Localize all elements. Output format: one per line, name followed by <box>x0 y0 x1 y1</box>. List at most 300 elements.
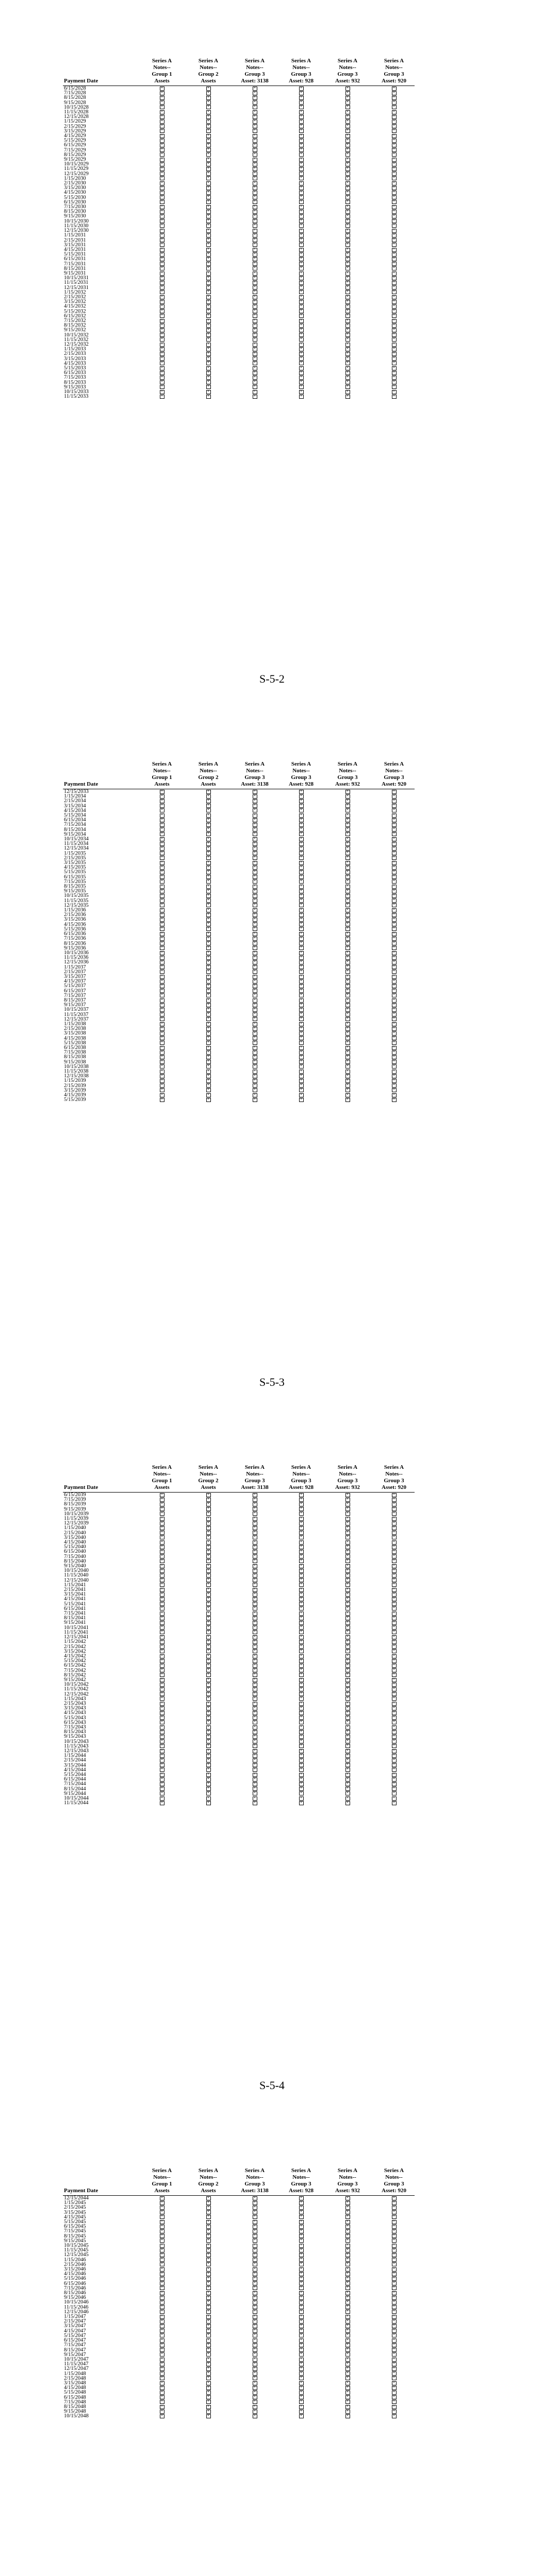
amount-cell <box>281 357 322 361</box>
amount-cell <box>373 95 415 100</box>
placeholder-box-icon: * <box>299 1801 304 1805</box>
amount-cell <box>141 162 183 166</box>
placeholder-box-icon: * <box>392 2239 397 2243</box>
column-gap <box>368 271 373 276</box>
table-row <box>63 1587 415 1592</box>
placeholder-box-icon: * <box>299 1678 304 1682</box>
placeholder-box-icon: * <box>160 1041 164 1045</box>
placeholder-box-icon: * <box>345 281 350 285</box>
amount-cell <box>234 1597 275 1601</box>
payment-date-cell: 4/15/2034 <box>64 807 86 814</box>
table-row <box>63 2205 415 2210</box>
amount-cell <box>188 1093 229 1097</box>
amount-cell <box>373 1554 415 1559</box>
placeholder-box-icon: * <box>392 1507 397 1511</box>
column-gap <box>275 2243 281 2248</box>
table-row <box>63 1497 415 1502</box>
amount-cell <box>141 1630 183 1635</box>
amount-cell <box>281 856 322 860</box>
column-gap <box>275 342 281 347</box>
table-row <box>63 133 415 138</box>
amount-cell <box>141 252 183 257</box>
amount-cell <box>188 2385 229 2390</box>
amount-cell <box>373 856 415 860</box>
amount-cell <box>234 342 275 347</box>
column-gap <box>322 2366 327 2371</box>
column-gap <box>183 2229 188 2233</box>
amount-cell <box>281 200 322 205</box>
placeholder-box-icon: * <box>392 827 397 832</box>
placeholder-box-icon: * <box>345 2400 350 2404</box>
amount-cell <box>234 2200 275 2205</box>
amount-cell <box>373 176 415 181</box>
amount-cell <box>327 841 368 846</box>
amount-cell <box>373 1716 415 1720</box>
column-gap <box>229 252 234 257</box>
column-gap <box>322 252 327 257</box>
placeholder-box-icon: * <box>206 347 211 351</box>
placeholder-box-icon: * <box>299 2220 304 2224</box>
amount-cell <box>327 2348 368 2352</box>
placeholder-box-icon: * <box>160 2315 164 2319</box>
placeholder-box-icon: * <box>206 2234 211 2238</box>
placeholder-box-icon: * <box>392 861 397 865</box>
placeholder-box-icon: * <box>206 804 211 808</box>
column-gap <box>322 2276 327 2281</box>
series-column-header <box>281 1464 322 1493</box>
column-gap <box>183 200 188 205</box>
payment-date-cell: 9/15/2033 <box>64 384 86 390</box>
amount-cell <box>373 2324 415 2328</box>
column-gap <box>275 984 281 988</box>
placeholder-box-icon: * <box>253 371 257 375</box>
column-header-line: Series A <box>244 1464 265 1470</box>
amount-cell <box>234 2196 275 2201</box>
amount-cell <box>327 1692 368 1697</box>
amount-cell <box>234 1692 275 1697</box>
column-gap <box>183 1687 188 1691</box>
payment-date-cell: 9/15/2048 <box>64 2409 86 2415</box>
column-gap <box>183 1064 188 1069</box>
table-row <box>63 2200 415 2205</box>
amount-cell <box>327 1716 368 1720</box>
table-row <box>63 931 415 936</box>
placeholder-box-icon: * <box>160 2225 164 2229</box>
table-row <box>63 2409 415 2414</box>
column-header-line: Notes-- <box>246 64 263 71</box>
placeholder-box-icon: * <box>392 337 397 342</box>
placeholder-box-icon: * <box>206 1697 211 1701</box>
placeholder-box-icon: * <box>392 1060 397 1064</box>
column-gap <box>322 2385 327 2390</box>
amount-cell <box>234 238 275 243</box>
amount-cell <box>327 960 368 964</box>
placeholder-box-icon: * <box>253 818 257 822</box>
amount-cell <box>234 205 275 209</box>
amount-cell <box>234 832 275 837</box>
placeholder-box-icon: * <box>253 167 257 171</box>
placeholder-box-icon: * <box>392 224 397 228</box>
placeholder-box-icon: * <box>206 1763 211 1767</box>
amount-cell <box>141 1725 183 1730</box>
column-gap <box>322 1074 327 1078</box>
column-gap <box>368 2362 373 2366</box>
placeholder-box-icon: * <box>206 1578 211 1582</box>
column-gap <box>368 328 373 332</box>
amount-cell <box>188 238 229 243</box>
amount-cell <box>188 100 229 105</box>
amount-cell <box>373 185 415 190</box>
amount-cell <box>234 2324 275 2328</box>
column-gap <box>183 1801 188 1805</box>
placeholder-box-icon: * <box>392 927 397 931</box>
placeholder-box-icon: * <box>160 100 164 105</box>
column-gap <box>229 837 234 841</box>
column-gap <box>183 1531 188 1535</box>
placeholder-box-icon: * <box>253 885 257 889</box>
column-gap <box>368 818 373 822</box>
column-gap <box>322 247 327 252</box>
column-header-line: Notes-- <box>339 2174 356 2180</box>
amount-cell <box>141 276 183 280</box>
amount-cell <box>234 2319 275 2324</box>
placeholder-box-icon: * <box>299 1730 304 1734</box>
column-gap <box>322 1549 327 1554</box>
placeholder-box-icon: * <box>160 899 164 903</box>
amount-cell <box>281 1749 322 1753</box>
column-gap <box>229 342 234 347</box>
column-gap <box>368 380 373 385</box>
placeholder-box-icon: * <box>345 790 350 794</box>
column-gap <box>368 1026 373 1031</box>
placeholder-box-icon: * <box>299 1060 304 1064</box>
placeholder-box-icon: * <box>160 1055 164 1059</box>
placeholder-box-icon: * <box>392 162 397 166</box>
amount-cell <box>188 2291 229 2295</box>
amount-cell <box>234 1687 275 1691</box>
placeholder-box-icon: * <box>299 1612 304 1616</box>
amount-cell <box>281 827 322 832</box>
column-gap <box>368 2338 373 2343</box>
column-gap <box>183 936 188 941</box>
column-gap <box>322 2319 327 2324</box>
amount-cell <box>281 2390 322 2395</box>
amount-cell <box>234 1725 275 1730</box>
table-row <box>63 827 415 832</box>
column-gap <box>368 181 373 185</box>
placeholder-box-icon: * <box>253 229 257 233</box>
amount-cell <box>188 1050 229 1055</box>
placeholder-box-icon: * <box>345 272 350 276</box>
placeholder-box-icon: * <box>392 158 397 162</box>
placeholder-box-icon: * <box>299 357 304 361</box>
amount-cell <box>141 1031 183 1036</box>
amount-cell <box>327 970 368 974</box>
column-gap <box>275 1045 281 1050</box>
placeholder-box-icon: * <box>160 875 164 879</box>
table-row <box>63 1031 415 1036</box>
amount-cell <box>141 1791 183 1796</box>
placeholder-box-icon: * <box>392 1739 397 1743</box>
amount-cell <box>281 243 322 247</box>
placeholder-box-icon: * <box>160 879 164 884</box>
placeholder-box-icon: * <box>253 1027 257 1031</box>
amount-cell <box>234 813 275 818</box>
placeholder-box-icon: * <box>206 1055 211 1059</box>
amount-cell <box>373 2243 415 2248</box>
placeholder-box-icon: * <box>160 1654 164 1658</box>
placeholder-box-icon: * <box>345 2414 350 2418</box>
placeholder-box-icon: * <box>345 1692 350 1696</box>
column-gap <box>183 1597 188 1601</box>
placeholder-box-icon: * <box>299 2400 304 2404</box>
column-gap <box>275 789 281 794</box>
amount-cell <box>373 276 415 280</box>
column-gap <box>183 2324 188 2328</box>
amount-cell <box>188 271 229 276</box>
placeholder-box-icon: * <box>253 1578 257 1582</box>
column-gap <box>229 1022 234 1026</box>
placeholder-box-icon: * <box>253 96 257 100</box>
payment-date-cell: 1/15/2046 <box>64 2257 86 2263</box>
column-gap <box>368 1611 373 1616</box>
column-gap <box>183 1564 188 1568</box>
placeholder-box-icon: * <box>160 1612 164 1616</box>
placeholder-box-icon: * <box>392 2296 397 2300</box>
column-gap <box>275 1012 281 1017</box>
amount-cell <box>281 799 322 803</box>
column-gap <box>183 157 188 162</box>
payment-date-cell: 10/15/2030 <box>64 218 89 224</box>
amount-cell <box>188 1635 229 1639</box>
column-gap <box>229 224 234 228</box>
amount-cell <box>327 1706 368 1710</box>
placeholder-box-icon: * <box>253 1602 257 1606</box>
table-row <box>63 257 415 261</box>
amount-cell <box>373 1516 415 1521</box>
column-header-line: Assets <box>201 2188 216 2194</box>
column-gap <box>368 280 373 285</box>
column-gap <box>183 2205 188 2210</box>
placeholder-box-icon: * <box>206 1735 211 1739</box>
amount-cell <box>188 224 229 228</box>
placeholder-box-icon: * <box>345 219 350 223</box>
amount-cell <box>234 1017 275 1022</box>
placeholder-box-icon: * <box>206 1645 211 1649</box>
amount-cell <box>281 2409 322 2414</box>
placeholder-box-icon: * <box>206 1678 211 1682</box>
amount-cell <box>281 309 322 314</box>
placeholder-box-icon: * <box>253 913 257 917</box>
placeholder-box-icon: * <box>299 2253 304 2257</box>
amount-cell <box>373 1031 415 1036</box>
amount-cell <box>188 1668 229 1673</box>
placeholder-box-icon: * <box>253 808 257 812</box>
amount-cell <box>327 917 368 922</box>
amount-cell <box>373 375 415 380</box>
column-header-line: Series A <box>384 2167 404 2174</box>
column-gap <box>275 1744 281 1749</box>
amount-cell <box>188 2295 229 2300</box>
amount-cell <box>234 2395 275 2400</box>
placeholder-box-icon: * <box>206 1749 211 1753</box>
column-gap <box>368 2319 373 2324</box>
amount-cell <box>234 908 275 912</box>
column-gap <box>322 2300 327 2304</box>
column-gap <box>229 214 234 218</box>
placeholder-box-icon: * <box>206 124 211 128</box>
column-gap <box>322 2338 327 2343</box>
amount-cell <box>373 1796 415 1801</box>
table-row <box>63 856 415 860</box>
column-gap <box>275 285 281 290</box>
placeholder-box-icon: * <box>345 1098 350 1102</box>
amount-cell <box>234 1734 275 1739</box>
column-gap <box>322 162 327 166</box>
amount-cell <box>327 176 368 181</box>
placeholder-box-icon: * <box>206 842 211 846</box>
column-gap <box>275 903 281 908</box>
payment-date-cell: 5/15/2045 <box>64 2219 86 2225</box>
amount-cell <box>141 1730 183 1734</box>
placeholder-box-icon: * <box>392 2201 397 2205</box>
amount-cell <box>327 214 368 218</box>
column-gap <box>368 337 373 342</box>
column-gap <box>229 124 234 129</box>
amount-cell <box>327 818 368 822</box>
column-gap <box>183 1692 188 1697</box>
placeholder-box-icon: * <box>206 1060 211 1064</box>
column-gap <box>229 879 234 884</box>
amount-cell <box>327 1022 368 1026</box>
table-row <box>63 1003 415 1007</box>
column-gap <box>183 2252 188 2257</box>
payment-date-cell: 8/15/2028 <box>64 95 86 101</box>
column-header-line: Group 3 <box>291 2181 311 2187</box>
column-gap <box>183 1573 188 1578</box>
column-gap <box>229 2362 234 2366</box>
amount-cell <box>327 224 368 228</box>
placeholder-box-icon: * <box>392 1640 397 1644</box>
placeholder-box-icon: * <box>253 2206 257 2210</box>
column-gap <box>229 936 234 941</box>
column-gap <box>275 148 281 152</box>
amount-cell <box>234 2404 275 2409</box>
amount-cell <box>188 162 229 166</box>
column-gap <box>368 318 373 323</box>
amount-cell <box>188 794 229 799</box>
column-gap <box>183 2390 188 2395</box>
column-gap <box>322 1673 327 1677</box>
placeholder-box-icon: * <box>253 1763 257 1767</box>
placeholder-box-icon: * <box>345 1498 350 1502</box>
series-column-header <box>373 1464 415 1493</box>
placeholder-box-icon: * <box>206 2371 211 2376</box>
column-gap <box>229 2300 234 2304</box>
amount-cell <box>281 2272 322 2276</box>
amount-cell <box>234 243 275 247</box>
amount-cell <box>234 875 275 879</box>
placeholder-box-icon: * <box>392 385 397 389</box>
column-gap <box>368 1796 373 1801</box>
placeholder-box-icon: * <box>299 1540 304 1545</box>
amount-cell <box>373 1758 415 1762</box>
column-gap <box>275 366 281 370</box>
column-gap <box>229 2414 234 2418</box>
column-gap <box>322 2395 327 2400</box>
amount-cell <box>234 1645 275 1649</box>
amount-cell <box>141 1493 183 1498</box>
table-row <box>63 1734 415 1739</box>
placeholder-box-icon: * <box>345 1702 350 1706</box>
table-row <box>63 1730 415 1734</box>
column-gap <box>322 794 327 799</box>
placeholder-box-icon: * <box>160 1588 164 1592</box>
column-gap <box>368 233 373 238</box>
placeholder-box-icon: * <box>253 1683 257 1687</box>
placeholder-box-icon: * <box>206 2277 211 2281</box>
placeholder-box-icon: * <box>253 2258 257 2262</box>
column-gap <box>229 822 234 827</box>
placeholder-box-icon: * <box>160 975 164 979</box>
amount-cell <box>141 822 183 827</box>
header-row <box>63 1464 415 1493</box>
amount-cell <box>373 1535 415 1540</box>
amount-cell <box>373 1564 415 1568</box>
column-gap <box>368 309 373 314</box>
placeholder-box-icon: * <box>206 100 211 105</box>
payment-date-cell: 6/15/2042 <box>64 1663 86 1669</box>
column-gap <box>229 1045 234 1050</box>
column-gap <box>368 2281 373 2286</box>
placeholder-box-icon: * <box>345 352 350 356</box>
placeholder-box-icon: * <box>392 1592 397 1597</box>
placeholder-box-icon: * <box>160 2329 164 2333</box>
placeholder-box-icon: * <box>392 1606 397 1611</box>
placeholder-box-icon: * <box>160 2220 164 2224</box>
column-gap <box>229 1796 234 1801</box>
placeholder-box-icon: * <box>160 960 164 964</box>
amount-cell <box>234 2219 275 2224</box>
amount-cell <box>373 271 415 276</box>
placeholder-box-icon: * <box>253 186 257 190</box>
placeholder-box-icon: * <box>253 1797 257 1801</box>
amount-cell <box>373 2348 415 2352</box>
amount-cell <box>281 899 322 903</box>
column-gap <box>368 865 373 870</box>
column-gap <box>183 2395 188 2400</box>
placeholder-box-icon: * <box>345 2272 350 2276</box>
amount-cell <box>141 2366 183 2371</box>
column-gap <box>275 105 281 110</box>
amount-cell <box>281 318 322 323</box>
placeholder-box-icon: * <box>160 1545 164 1549</box>
table-row <box>63 908 415 912</box>
placeholder-box-icon: * <box>160 333 164 337</box>
placeholder-box-icon: * <box>206 993 211 997</box>
column-gap <box>322 114 327 119</box>
placeholder-box-icon: * <box>253 1687 257 1691</box>
amount-cell <box>188 205 229 209</box>
amount-cell <box>327 908 368 912</box>
column-gap <box>275 351 281 356</box>
placeholder-box-icon: * <box>160 2262 164 2266</box>
placeholder-box-icon: * <box>299 1758 304 1762</box>
placeholder-box-icon: * <box>206 176 211 180</box>
table-row <box>63 2333 415 2338</box>
column-gap <box>368 110 373 114</box>
placeholder-box-icon: * <box>299 2410 304 2414</box>
